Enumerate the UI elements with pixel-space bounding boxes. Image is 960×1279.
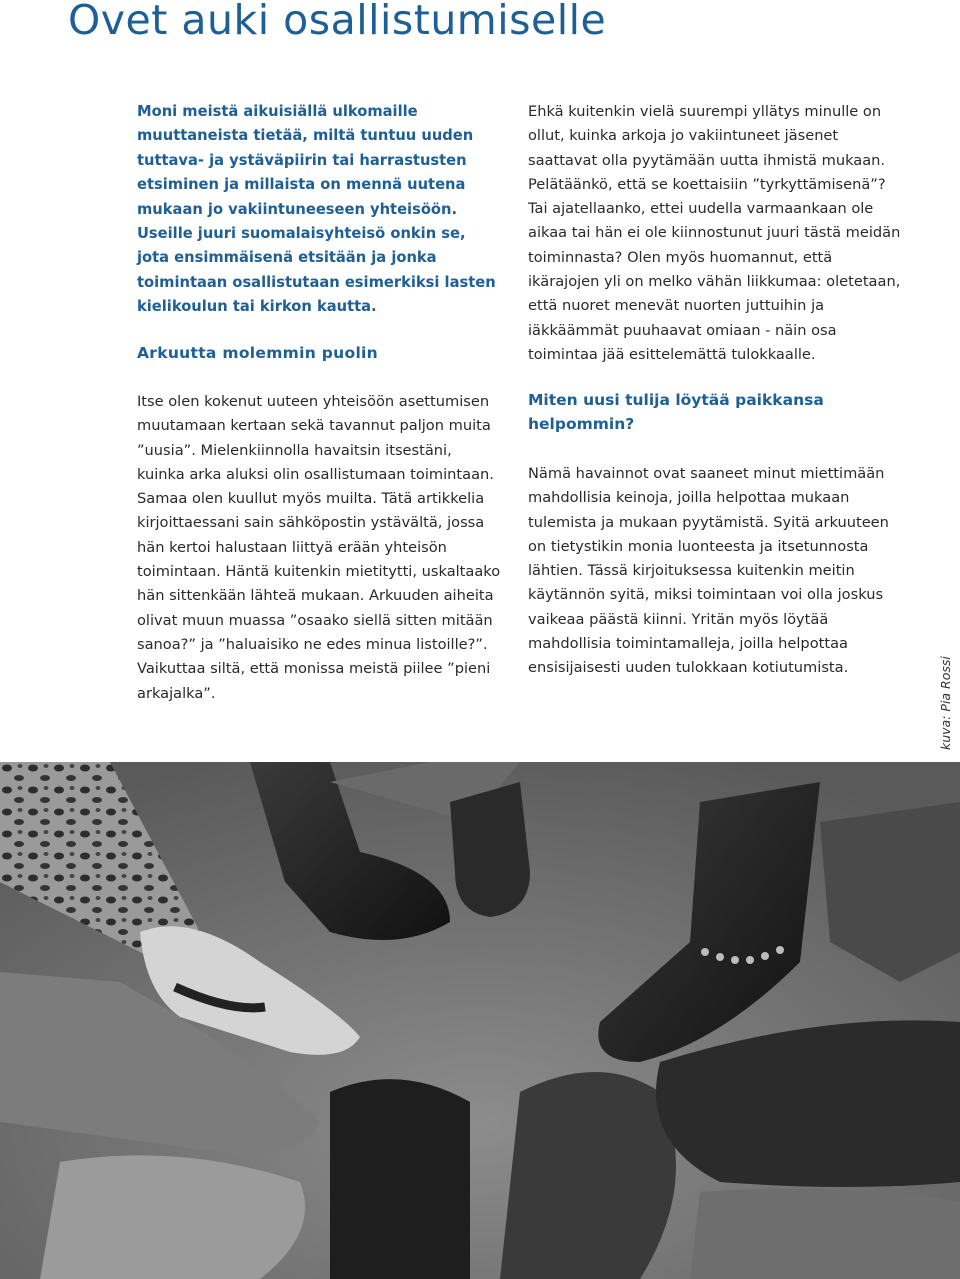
subheading-arkuutta: Arkuutta molemmin puolin — [137, 344, 379, 362]
article-title: Ovet auki osallistumiselle — [68, 0, 607, 44]
shoes-circle-photo — [0, 762, 960, 1279]
article-photo — [0, 762, 960, 1279]
body-right-column — [528, 462, 906, 681]
body-right-top-column — [528, 100, 906, 367]
photo-credit: kuva: Pia Rossi — [938, 656, 953, 750]
lead-paragraph: Moni meistä aikuisiällä ulkomaille muuttaneista tietää, miltä tuntuu uuden tuttava- ja ystäväpiirin tai harrastusten etsiminen ja millaista on mennä uutena mukaan jo vakiintuneeseen yhteisöön. Useille juuri suomalaisyhteisö onkin se, jota ensimmäisenä etsitään ja jonka toimintaan osallistutaan esimerkiksi lasten kielikoulun tai kirkon kautta. — [137, 103, 496, 316]
body-paragraph: Ehkä kuitenkin vielä suurempi yllätys minulle on ollut, kuinka arkoja jo vakiintuneet jäsenet saattavat olla pyytämään uutta ihmistä mukaan. Pelätäänkö, että se koettaisiin ”tyrkyttämisenä”? Tai ajatellaanko, ettei uudella varmaankaan ole aikaa tai hän ei ole kiinnostunut juuri tästä meidän toiminnasta? Olen myös huomannut, että ikärajojen yli on melko vähän liikkumaa: oletetaan, että nuoret menevät nuorten juttuihin ja iäkkäämmät puuhaavat omiaan - näin osa toimintaa jää esittelemättä tulokkaalle. — [528, 103, 901, 363]
body-left-column — [137, 390, 503, 706]
body-paragraph: Itse olen kokenut uuteen yhteisöön asettumisen muutamaan kertaan sekä tavannut paljon muita ”uusia”. Mielenkiinnolla havaitsin itsestäni, kuinka arka aluksi olin osallistumaan toimintaan. Samaa olen kuullut myös muilta. Tätä artikkelia kirjoittaessani sain sähköpostin ystävältä, jossa hän kertoi halustaan liittyä erään yhteisön toimintaan. Häntä kuitenkin mietitytti, uskaltaako hän sittenkään lähteä mukaan. Arkuuden aiheita olivat muun muassa ”osaako siellä sitten mitään sanoa?” ja ”haluaisiko ne edes minua listoille?”. Vaikuttaa siltä, että monissa meistä piilee ”pieni arkajalka”. — [137, 393, 501, 702]
subheading-miten-uusi-tulija: Miten uusi tulija löytää paikkansa helpommin? — [528, 391, 824, 433]
body-paragraph: Nämä havainnot ovat saaneet minut miettimään mahdollisia keinoja, joilla helpottaa mukaan tulemista ja mukaan pyytämistä. Syitä arkuuteen on tietystikin monia luonteesta ja itsetunnosta lähtien. Tässä kirjoituksessa kuitenkin meitin käytännön syitä, miksi toimintaan voi olla joskus vaikeaa päästä kiinni. Yritän myös löytää mahdollisia toimintamalleja, joilla helpottaa ensisijaisesti uuden tulokkaan kotiutumista. — [528, 465, 889, 677]
